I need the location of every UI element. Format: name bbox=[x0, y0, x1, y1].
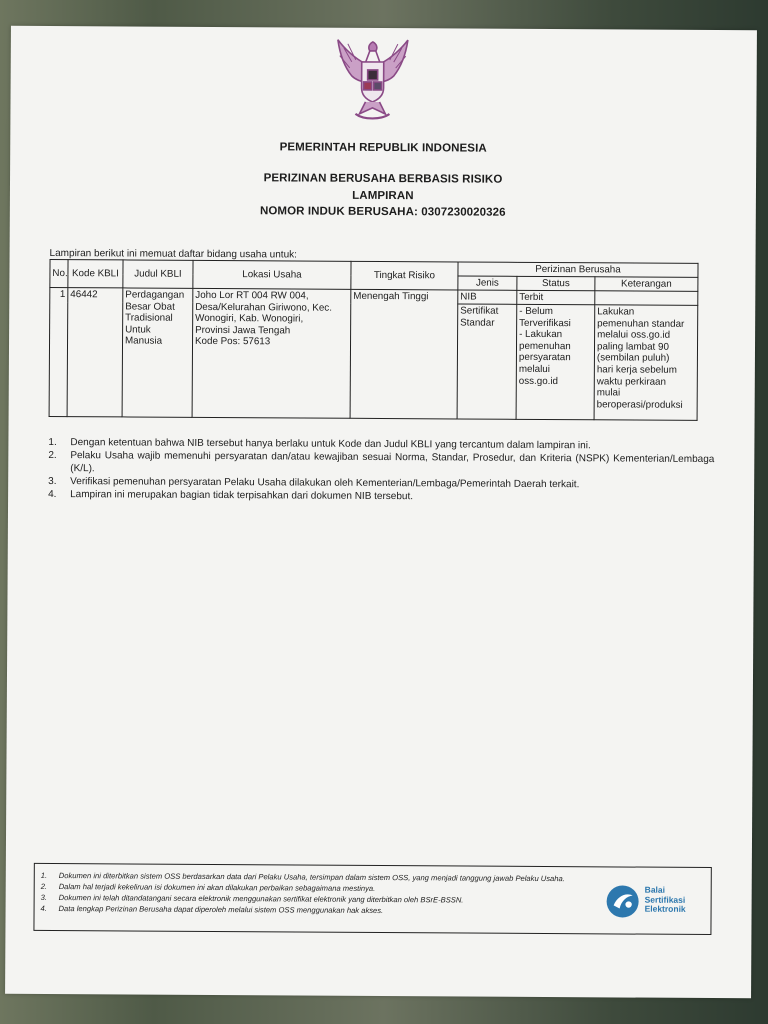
status-line: oss.go.id bbox=[518, 375, 559, 387]
note-text: Pelaku Usaha wajib memenuhi persyaratan dan/atau kewajiban sesuai Norma, Standar, Prosedur, dan Kriteria (NSPK) Kementerian/Lembaga (K/L). bbox=[70, 450, 715, 475]
keterangan-line: hari kerja sebelum bbox=[596, 364, 677, 376]
col-header-no: No. bbox=[50, 259, 68, 287]
col-header-perizinan-berusaha: Perizinan Berusaha bbox=[458, 262, 698, 277]
intro-text: Lampiran berikut ini memuat daftar bidang usaha untuk: bbox=[49, 247, 297, 261]
footer-note-number: 3. bbox=[40, 892, 48, 902]
keterangan-line: beroperasi/produksi bbox=[596, 399, 683, 411]
document-page bbox=[5, 26, 757, 999]
list-item bbox=[48, 449, 714, 479]
judul-line: Manusia bbox=[125, 335, 163, 348]
footer-note-text: Dalam hal terjadi kekeliruan isi dokumen ini akan dilakukan perbaikan sebagaimana mestinya. bbox=[58, 882, 376, 893]
status-line: persyaratan bbox=[518, 352, 571, 364]
cell-status-nib: Terbit bbox=[517, 290, 595, 304]
jenis-line: Standar bbox=[460, 317, 495, 329]
bsre-logo-text bbox=[645, 886, 686, 915]
keterangan-line: Lakukan bbox=[597, 306, 635, 318]
col-header-kode-kbli: Kode KBLI bbox=[68, 260, 123, 288]
government-heading: PEMERINTAH REPUBLIK INDONESIA bbox=[279, 141, 487, 155]
status-line: - Lakukan bbox=[519, 329, 563, 341]
footer-disclaimer-box bbox=[33, 863, 711, 935]
footer-note-number: 2. bbox=[40, 881, 48, 891]
nib-number: NOMOR INDUK BERUSAHA: 0307230020326 bbox=[259, 205, 506, 219]
footer-note-text: Dokumen ini diterbitkan sistem OSS berdasarkan data dari Pelaku Usaha, tersimpan dalam sistem OSS, yang menjadi tanggung jawab Pelaku Usaha. bbox=[58, 871, 565, 884]
cell-status-sertifikat bbox=[516, 304, 595, 419]
col-header-lokasi-usaha: Lokasi Usaha bbox=[193, 260, 351, 289]
garuda-emblem-icon bbox=[325, 34, 421, 127]
document-subtitle: LAMPIRAN bbox=[352, 189, 414, 203]
note-number: 1. bbox=[48, 436, 57, 449]
status-line: pemenuhan bbox=[518, 340, 571, 352]
keterangan-line: mulai bbox=[596, 387, 621, 399]
kbli-table bbox=[49, 259, 699, 421]
footer-notes-list bbox=[41, 870, 597, 917]
col-header-keterangan: Keterangan bbox=[595, 277, 698, 292]
keterangan-line: pemenuhan standar bbox=[597, 317, 685, 330]
bsre-logo bbox=[604, 883, 704, 924]
cell-lokasi-usaha bbox=[192, 288, 351, 418]
cell-judul-kbli bbox=[122, 288, 193, 417]
document-title: PERIZINAN BERUSAHA BERBASIS RISIKO bbox=[263, 172, 503, 186]
col-header-jenis: Jenis bbox=[458, 276, 517, 290]
bsre-line: Elektronik bbox=[644, 903, 686, 914]
cell-keterangan-nib bbox=[595, 291, 698, 306]
list-item bbox=[41, 903, 597, 917]
table-header-row bbox=[50, 259, 698, 277]
cell-jenis-nib: NIB bbox=[458, 290, 517, 304]
footer-note-text: Dokumen ini telah ditandatangani secara elektronik menggunakan sertifikat elektronik yang diterbitkan oleh BSrE-BSSN. bbox=[58, 893, 464, 905]
status-line: - Belum bbox=[519, 305, 554, 318]
bsre-line: Sertifikasi bbox=[644, 894, 686, 905]
judul-line: Untuk bbox=[125, 324, 151, 336]
keterangan-line: (sembilan puluh) bbox=[596, 352, 670, 365]
cell-no: 1 bbox=[49, 287, 68, 416]
note-number: 2. bbox=[48, 449, 57, 462]
lokasi-line: Provinsi Jawa Tengah bbox=[195, 324, 291, 337]
cell-kode-kbli: 46442 bbox=[67, 288, 123, 417]
note-number: 4. bbox=[48, 488, 57, 501]
status-line: melalui bbox=[518, 363, 550, 375]
keterangan-line: paling lambat 90 bbox=[596, 341, 669, 353]
col-header-tingkat-risiko: Tingkat Risiko bbox=[351, 261, 458, 290]
cell-tingkat-risiko: Menengah Tinggi bbox=[350, 289, 458, 419]
col-header-status: Status bbox=[517, 276, 595, 290]
notes-list bbox=[48, 436, 714, 505]
note-number: 3. bbox=[48, 475, 57, 488]
note-text: Verifikasi pemenuhan persyaratan Pelaku Usaha dilakukan oleh Kementerian/Lembaga/Pemerintah Daerah terkait. bbox=[70, 476, 580, 491]
cell-jenis-sertifikat bbox=[457, 304, 517, 419]
cell-keterangan-sertifikat bbox=[594, 305, 698, 421]
bsre-logo-icon bbox=[605, 883, 641, 919]
jenis-line: Sertifikat bbox=[460, 305, 499, 317]
keterangan-line: melalui oss.go.id bbox=[597, 329, 671, 341]
footer-note-text: Data lengkap Perizinan Berusaha dapat diperoleh melalui sistem OSS menggunakan hak akses. bbox=[58, 904, 384, 916]
note-text: Lampiran ini merupakan bagian tidak terpisahkan dari dokumen NIB tersebut. bbox=[70, 489, 414, 503]
footer-note-number: 4. bbox=[40, 903, 47, 913]
note-text: Dengan ketentuan bahwa NIB tersebut hanya berlaku untuk Kode dan Judul KBLI yang tercantum dalam lampiran ini. bbox=[70, 437, 591, 452]
col-header-judul-kbli: Judul KBLI bbox=[123, 260, 193, 288]
judul-line: Perdagangan bbox=[125, 289, 185, 301]
lokasi-line: Wonogiri, Kab. Wonogiri, bbox=[195, 313, 304, 325]
lokasi-line: Joho Lor RT 004 RW 004, bbox=[195, 289, 309, 302]
bsre-line: Balai bbox=[644, 884, 666, 895]
footer-note-number: 1. bbox=[40, 870, 48, 880]
judul-line: Besar Obat bbox=[125, 301, 175, 313]
status-line: Terverifikasi bbox=[519, 317, 571, 329]
list-item bbox=[48, 488, 714, 505]
keterangan-line: waktu perkiraan bbox=[596, 375, 667, 388]
lokasi-line: Kode Pos: 57613 bbox=[195, 336, 271, 348]
table-row bbox=[50, 287, 698, 305]
judul-line: Tradisional bbox=[125, 312, 173, 324]
lokasi-line: Desa/Kelurahan Giriwono, Kec. bbox=[195, 301, 332, 314]
